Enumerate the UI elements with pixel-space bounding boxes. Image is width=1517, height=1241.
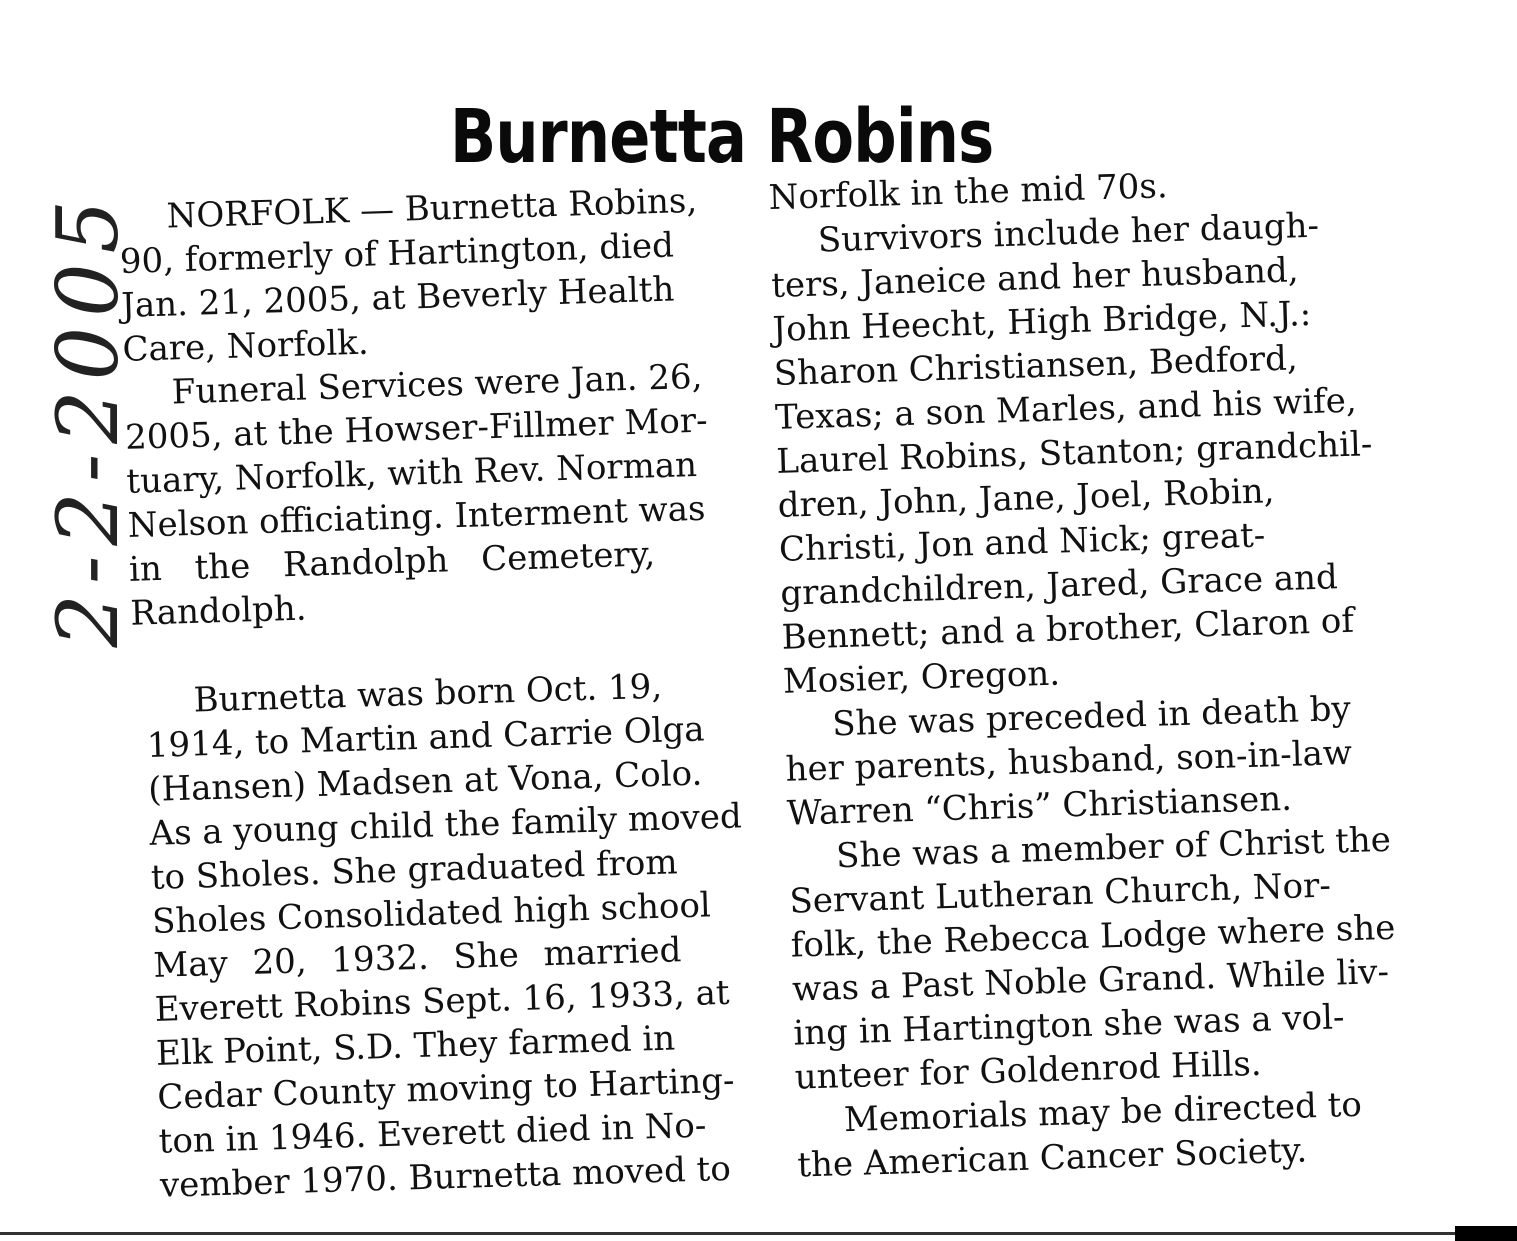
- text-line: Norfolk in the mid 70s.: [768, 166, 1169, 218]
- text-line: dren, John, Jane, Joel, Robin,: [777, 471, 1275, 526]
- text-line: Memorials may be directed to: [843, 1084, 1363, 1141]
- column-right: [768, 157, 1438, 1188]
- text-line: She was preceded in death by: [831, 688, 1352, 745]
- text-line: was a Past Noble Grand. While liv-: [791, 951, 1390, 1010]
- text-line: 2005, at the Howser-Fillmer Mor-: [124, 400, 709, 458]
- text-line: Servant Lutheran Church, Nor-: [788, 865, 1332, 922]
- text-line: ton in 1946. Everett died in No-: [158, 1105, 707, 1162]
- text-line: NORFOLK — Burnetta Robins,: [166, 180, 698, 237]
- text-line: She was a member of Christ the: [835, 819, 1392, 877]
- text-line: Bennett; and a brother, Claron of: [781, 600, 1355, 658]
- text-line: ing in Hartington she was a vol-: [792, 997, 1345, 1054]
- text-line: 1914, to Martin and Carrie Olga: [146, 709, 706, 766]
- text-line: Mosier, Oregon.: [782, 653, 1061, 702]
- text-line: Burnetta was born Oct. 19,: [193, 666, 663, 721]
- text-line: Nelson officiating. Interment was: [127, 488, 706, 546]
- text-line: Warren “Chris” Christiansen.: [786, 778, 1293, 834]
- text-line: Texas; a son Marles, and his wife,: [774, 380, 1358, 438]
- text-line: Care, Norfolk.: [121, 322, 370, 370]
- text-line: to Sholes. She graduated from: [150, 842, 679, 898]
- text-line: May 20, 1932. She married: [152, 930, 682, 986]
- text-line: folk, the Rebecca Lodge where she: [790, 907, 1396, 966]
- text-line: Sharon Christiansen, Bedford,: [773, 338, 1299, 394]
- text-line: Cedar County moving to Harting-: [156, 1060, 736, 1118]
- text-line: Sholes Consolidated high school: [151, 885, 712, 942]
- scan-corner-mark: [1455, 1226, 1517, 1241]
- text-line: tuary, Norfolk, with Rev. Norman: [125, 444, 698, 502]
- text-line: John Heecht, High Bridge, N.J.:: [771, 293, 1312, 350]
- text-line: Randolph.: [129, 588, 308, 634]
- text-line: Christi, Jon and Nick; great-: [778, 515, 1266, 570]
- scan-bottom-edge: [0, 1232, 1517, 1235]
- obituary-headline: Burnetta Robins: [450, 94, 994, 180]
- text-line: Elk Point, S.D. They farmed in: [155, 1018, 676, 1074]
- handwritten-date: 2-2-2005: [39, 190, 137, 648]
- text-line: Jan. 21, 2005, at Beverly Health: [120, 269, 675, 326]
- text-line: Funeral Services were Jan. 26,: [171, 356, 703, 413]
- text-line: 90, formerly of Hartington, died: [119, 225, 675, 282]
- column-left-bottom: [145, 662, 780, 1208]
- text-line: (Hansen) Madsen at Vona, Colo.: [147, 753, 703, 810]
- text-line: in the Randolph Cemetery,: [128, 534, 656, 590]
- text-line: her parents, husband, son-in-law: [785, 732, 1353, 790]
- column-left-top: [118, 178, 751, 636]
- text-line: Survivors include her daugh-: [817, 205, 1320, 261]
- text-line: ters, Janeice and her husband,: [770, 250, 1300, 306]
- text-line: unteer for Goldenrod Hills.: [794, 1043, 1263, 1098]
- text-line: vember 1970. Burnetta moved to: [159, 1148, 732, 1206]
- text-line: Everett Robins Sept. 16, 1933, at: [154, 972, 731, 1030]
- text-line: Laurel Robins, Stanton; grandchil-: [775, 424, 1373, 482]
- text-line: As a young child the family moved: [148, 796, 743, 854]
- text-line: grandchildren, Jared, Grace and: [779, 557, 1339, 614]
- text-line: the American Cancer Society.: [796, 1130, 1308, 1186]
